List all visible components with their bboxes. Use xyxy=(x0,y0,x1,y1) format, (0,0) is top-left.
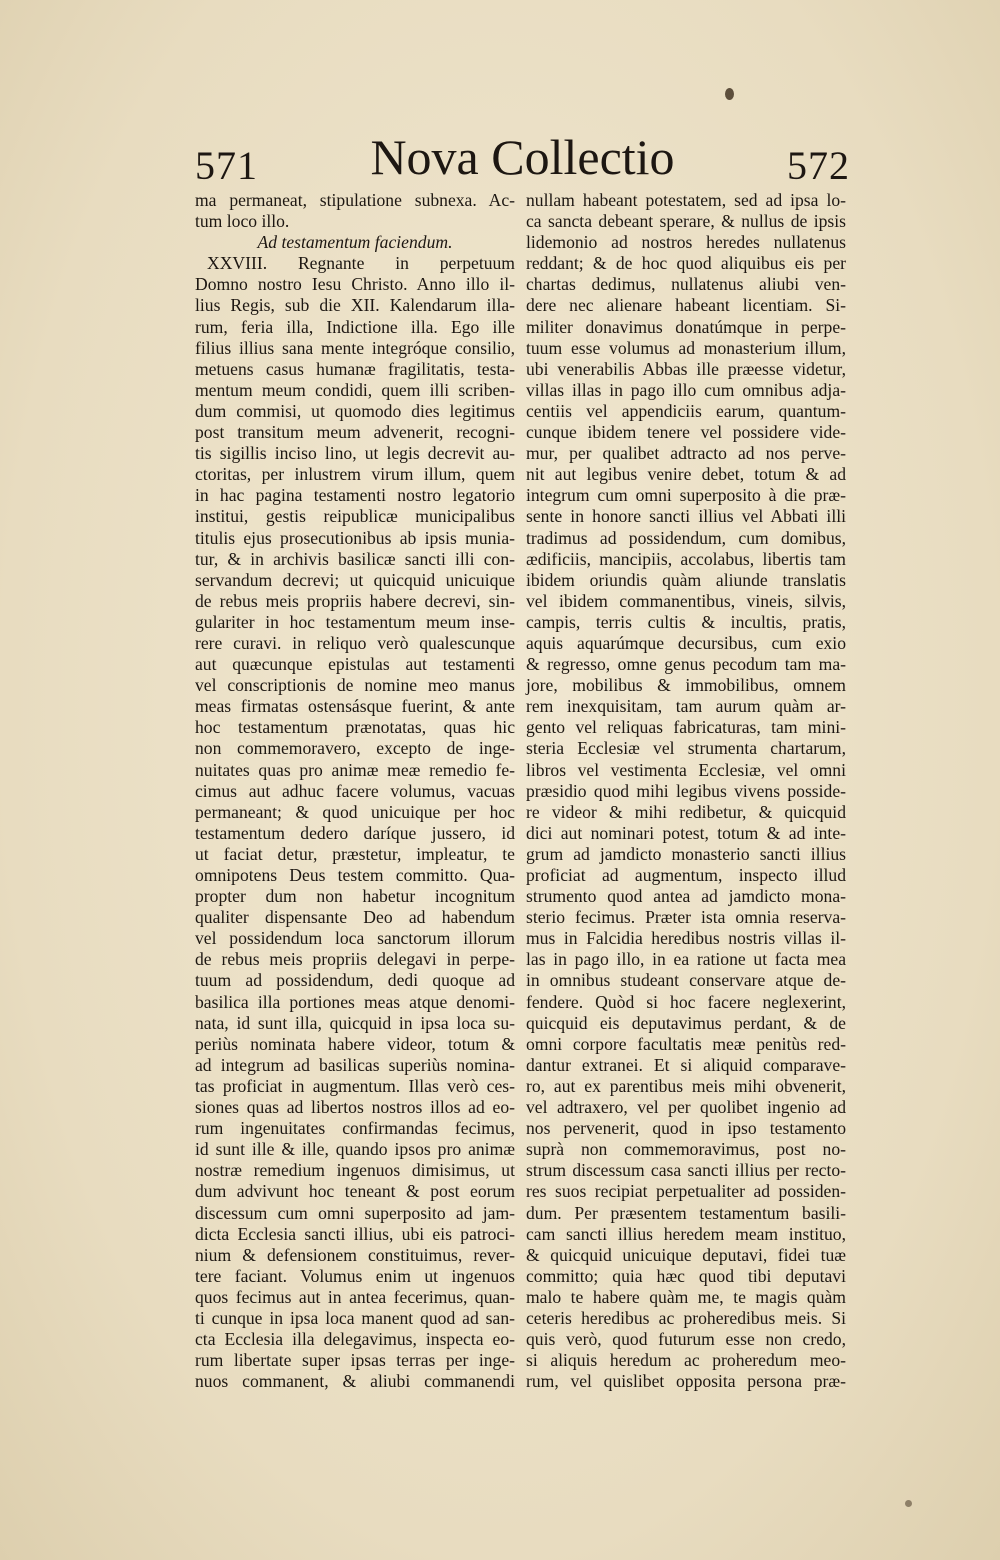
text-line: aut quæcunque epistulas aut testamenti xyxy=(195,654,515,675)
text-line: id sunt ille & ille, quando ipsos pro animæ xyxy=(195,1139,515,1160)
right-text-column xyxy=(526,190,846,1392)
text-line: strumento quod antea ad jamdicto mona- xyxy=(526,886,846,907)
text-line: gulariter in hoc testamentum meum inse- xyxy=(195,611,515,632)
page-number-left: 571 xyxy=(195,143,258,188)
ink-blot xyxy=(725,88,734,100)
text-line: ca sancta debeant sperare, & nullus de ipsis xyxy=(526,211,846,232)
text-line: dum advivunt hoc teneant & post eorum xyxy=(195,1181,515,1202)
text-line: de rebus meis propriis habere decrevi, sin- xyxy=(195,590,515,611)
text-line: ctoritas, per inlustrem virum illum, quem xyxy=(195,464,515,485)
text-line: ceteris heredibus ac proheredibus meis. Si xyxy=(526,1307,846,1328)
text-line: aquis aquarúmque decursibus, cum exio xyxy=(526,632,846,653)
text-line: dici aut nominari potest, totum & ad inte- xyxy=(526,822,846,843)
text-line: periùs nominata habere videor, totum & xyxy=(195,1033,515,1054)
text-line: tis sigillis inciso lino, ut legis decrevit au- xyxy=(195,443,515,464)
text-line: præsidio quod mihi legibus vivens posside- xyxy=(526,780,846,801)
text-line: rum, vel quislibet opposita persona præ- xyxy=(526,1371,846,1392)
text-line: qualiter dispensante Deo ad habendum xyxy=(195,907,515,928)
text-line: cta Ecclesia illa delegavimus, inspecta eo- xyxy=(195,1329,515,1350)
text-line: omnipotens Deus testem committo. Qua- xyxy=(195,865,515,885)
text-line: & quicquid unicuique deputavi, fidei tuæ xyxy=(526,1244,846,1265)
text-line: committo; quia hæc quod tibi deputavi xyxy=(526,1265,846,1286)
text-line: metuens casus humanæ fragilitatis, testa- xyxy=(195,358,515,379)
text-line: libros vel vestimenta Ecclesiæ, vel omni xyxy=(526,759,846,780)
text-line: mus in Falcidia heredibus nostris villas il- xyxy=(526,928,846,949)
text-line: basilica illa portiones meas atque denomi- xyxy=(195,991,515,1012)
text-line: vel possidendum loca sanctorum illorum xyxy=(195,928,515,949)
text-line: gento vel reliquas fabricaturas, tam mini- xyxy=(526,717,846,738)
text-line: siones quas ad libertos nostros illos ad eo- xyxy=(195,1097,515,1118)
text-line: hoc testamentum prænotatas, quas hic xyxy=(195,717,515,738)
text-line: nium & defensionem constituimus, rever- xyxy=(195,1244,515,1265)
text-line: omni corpore facultatis meæ penitùs red- xyxy=(526,1033,846,1054)
text-line: permaneant; & quod unicuique per hoc xyxy=(195,801,515,822)
text-line: lius Regis, sub die XII. Kalendarum illa- xyxy=(195,295,515,316)
text-line: ut faciat detur, præstetur, impleatur, te xyxy=(195,843,515,864)
running-title: Nova Collectio xyxy=(370,129,675,185)
text-line: ti cunque in ipsa loca manent quod ad san- xyxy=(195,1307,515,1328)
text-line: cimus aut adhuc facere volumus, vacuas xyxy=(195,780,515,801)
text-line: tradimus ad possidendum, cum domibus, xyxy=(526,527,846,548)
text-line: jore, mobilibus & immobilibus, omnem xyxy=(526,675,846,696)
text-line: vel adtraxero, vel per quolibet ingenio ad xyxy=(526,1097,846,1118)
text-line: dicta Ecclesia sancti illius, ubi eis patroci- xyxy=(195,1223,515,1244)
text-line: sente in honore sancti illius vel Abbati illi xyxy=(526,506,846,527)
text-line: integrum cum omni superposito à die præ- xyxy=(526,485,846,506)
text-line: ubi venerabilis Abbas ille præesse videtur, xyxy=(526,358,846,379)
text-line: mur, per qualibet adtracto ad nos perve- xyxy=(526,443,846,464)
text-line: tuum esse volumus ad monasterium illum, xyxy=(526,337,846,358)
text-line: nos pervenerit, quod in ipso testamento xyxy=(526,1118,846,1139)
text-line: suprà non commemoravimus, post no- xyxy=(526,1139,846,1160)
text-line: tuum ad possidendum, dedi quoque ad xyxy=(195,970,515,991)
text-line: non commemoravero, excepto de inge- xyxy=(195,738,515,759)
text-line: Domno nostro Iesu Christo. Anno illo il- xyxy=(195,274,515,295)
text-line: propter dum non habetur incognitum xyxy=(195,886,515,907)
text-line: XXVIII. Regnante in perpetuum xyxy=(207,253,515,274)
page-number-right: 572 xyxy=(787,143,850,188)
text-line: nostræ remedium ingenuos dimisimus, ut xyxy=(195,1160,515,1181)
text-line: dum commisi, ut quomodo dies legitimus xyxy=(195,400,515,421)
left-text-column xyxy=(195,190,515,1392)
text-line: nuitates quas pro animæ meæ remedio fe- xyxy=(195,759,515,780)
text-line: res suos recipiat perpetualiter ad possiden- xyxy=(526,1181,846,1202)
text-line: tas proficiat in augmentum. Illas verò ces- xyxy=(195,1075,515,1096)
text-line: strum discessum casa sancti illius per recto- xyxy=(526,1160,846,1181)
text-line: re videor & mihi redibetur, & quicquid xyxy=(526,801,846,822)
text-line: grum ad jamdicto monasterio sancti illius xyxy=(526,843,846,864)
text-line: tum loco illo. xyxy=(195,211,290,232)
text-line: nuos commanent, & aliubi commanendi xyxy=(195,1371,515,1392)
text-line: villas illas in pago illo cum omnibus adja- xyxy=(526,379,846,400)
text-line: tur, & in archivis basilicæ sancti illi con- xyxy=(195,548,515,569)
text-line: nullam habeant potestatem, sed ad ipsa lo- xyxy=(526,190,846,210)
text-line: rere curavi. in reliquo verò qualescunque xyxy=(195,632,515,653)
running-header xyxy=(190,128,855,188)
text-line: sterio fecimus. Præter ista omnia reserva- xyxy=(526,907,846,928)
text-line: nata, id sunt illa, quicquid in ipsa loca su- xyxy=(195,1012,515,1033)
text-line: filius illius sana mente integróque consilio, xyxy=(195,337,515,358)
text-line: mentum meum condidi, quem illi scriben- xyxy=(195,379,515,400)
text-line: & regresso, omne genus pecodum tam ma- xyxy=(526,654,846,675)
text-line: las in pago illo, in ea ratione ut facta mea xyxy=(526,949,846,970)
text-line: quos fecimus aut in antea fecerimus, quan- xyxy=(195,1286,515,1307)
text-line: testamentum dedero daríque jussero, id xyxy=(195,822,515,843)
text-line: vel ibidem commanentibus, vineis, silvis, xyxy=(526,590,846,611)
text-line: rum libertate super ipsas terras per inge- xyxy=(195,1350,515,1371)
text-line: ibidem oriundis quàm aliunde translatis xyxy=(526,569,846,590)
text-line: cam sancti illius heredem meam instituo, xyxy=(526,1223,846,1244)
text-line: quis verò, quod futurum esse non credo, xyxy=(526,1329,846,1350)
text-line: institui, gestis reipublicæ municipalibus xyxy=(195,506,515,527)
text-line: tere faciant. Volumus enim ut ingenuos xyxy=(195,1265,515,1286)
text-line: centiis vel appendiciis earum, quantum- xyxy=(526,400,846,421)
text-line: dum. Per præsentem testamentum basili- xyxy=(526,1202,846,1223)
text-line: rem inexquisitam, tam aurum quàm ar- xyxy=(526,696,846,717)
text-line: proficiat ad augmentum, inspecto illud xyxy=(526,865,846,885)
text-line: ma permaneat, stipulatione subnexa. Ac- xyxy=(195,190,515,210)
text-line: discessum cum omni superposito ad jam- xyxy=(195,1202,515,1223)
text-line: in hac pagina testamenti nostro legatorio xyxy=(195,485,515,506)
text-line: meas firmatas ostensásque fuerint, & ante xyxy=(195,696,515,717)
text-line: dere nec alienare habeant licentiam. Si- xyxy=(526,295,846,316)
text-line: chartas dedimus, nullatenus aliubi ven- xyxy=(526,274,846,295)
text-line: quicquid eis deputavimus perdant, & de xyxy=(526,1012,846,1033)
text-line: cunque ibidem tenere vel possidere vide- xyxy=(526,422,846,443)
text-line: si aliquis heredum ac proheredum meo- xyxy=(526,1350,846,1371)
text-line: dantur extranei. Et si aliquid comparave- xyxy=(526,1054,846,1075)
text-line: reddant; & de hoc quod aliquibus eis per xyxy=(526,253,846,274)
section-heading: Ad testamentum faciendum. xyxy=(257,232,453,253)
text-line: ro, aut ex parentibus meis mihi obvenerit, xyxy=(526,1075,846,1096)
text-line: vel conscriptionis de nomine meo manus xyxy=(195,675,515,696)
text-line: steria Ecclesiæ vel strumenta chartarum, xyxy=(526,738,846,759)
text-line: post transitum meum advenerit, recogni- xyxy=(195,422,515,443)
text-line: lidemonio ad nostros heredes nullatenus xyxy=(526,232,846,253)
text-line: nit aut legibus venire debet, totum & ad xyxy=(526,464,846,485)
text-line: militer donavimus donatúmque in perpe- xyxy=(526,316,846,337)
text-line: fendere. Quòd si hoc facere neglexerint, xyxy=(526,991,846,1012)
text-line: ædificiis, mancipiis, accolabus, libertis tam xyxy=(526,548,846,569)
text-line: rum ingenuitates confirmandas fecimus, xyxy=(195,1118,515,1139)
text-line: rum, feria illa, Indictione illa. Ego ille xyxy=(195,316,515,337)
text-line: servandum decrevi; ut quicquid unicuique xyxy=(195,569,515,590)
text-line: de rebus meis propriis delegavi in perpe- xyxy=(195,949,515,970)
text-line: campis, terris cultis & incultis, pratis, xyxy=(526,611,846,632)
ink-blot xyxy=(905,1500,912,1507)
text-line: malo te habere quàm me, te magis quàm xyxy=(526,1286,846,1307)
text-line: in omnibus studeant conservare atque de- xyxy=(526,970,846,991)
text-line: titulis ejus prosecutionibus ab ipsis munia- xyxy=(195,527,515,548)
text-line: ad integrum ad basilicas superiùs nomina- xyxy=(195,1054,515,1075)
